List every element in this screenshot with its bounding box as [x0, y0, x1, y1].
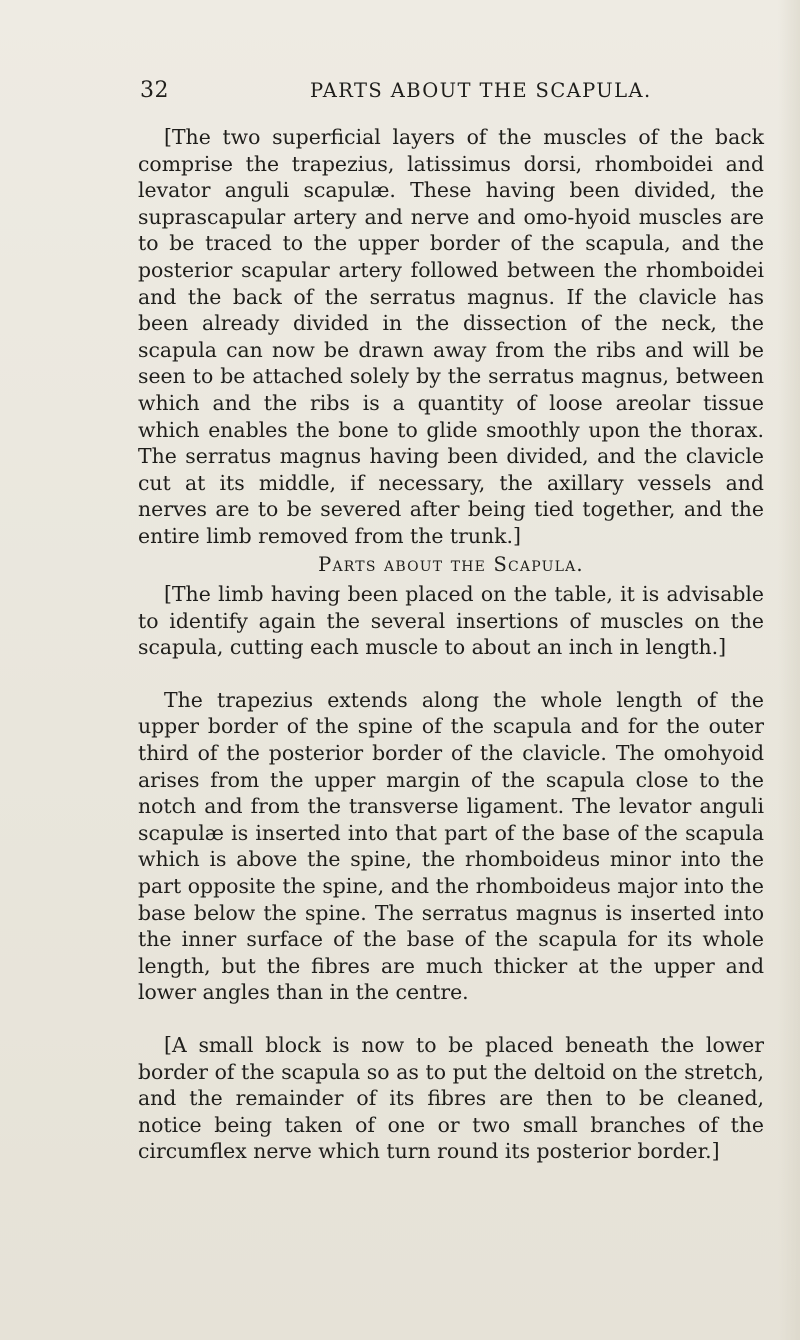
page-edge-shadow [778, 0, 800, 1340]
page-number: 32 [140, 78, 169, 103]
paragraph-muscle-insertions: The trapezius extends along the whole length of the upper border of the spine of the scapula and for the outer third of the posterior border of the clavicle. The omohyoid arises from the upper margin of the scapula close to the notch and from the transverse ligament. The levator anguli scapulæ is inserted into that part of the base of the scapula which is above the spine, the rhomboideus minor into the part opposite the spine, and the rhomboideus major into the base below the spine. The serratus magnus is inserted into the inner surface of the base of the scapula for its whole length, but the fibres are much thicker at the upper and lower angles than in the centre. [138, 687, 764, 1005]
body-text [138, 124, 764, 1165]
paragraph-deltoid-block: [A small block is now to be placed beneath the lower border of the scapula so as to put the deltoid on the stretch, and the remainder of its fibres are then to be cleaned, notice being taken of one or two small branches of the circumflex nerve which turn round its posterior border.] [138, 1033, 764, 1164]
section-heading: Parts about the Scapula. [318, 552, 584, 576]
paragraph-limb-on-table: [The limb having been placed on the table, it is advisable to identify again the several insertions of muscles on the scapula, cutting each muscle to about an inch in length.] [138, 582, 764, 660]
paragraph-dissection-instructions: [The two superficial layers of the muscles of the back comprise the trapezius, latissimus dorsi, rhomboidei and levator anguli scapulæ. These having been divided, the suprascapular artery and nerve and omo-hyoid muscles are to be traced to the upper border of the scapula, and the posterior scapular artery followed between the rhomboidei and the back of the serratus magnus. If the clavicle has been already divided in the dissection of the neck, the scapula can now be drawn away from the ribs and will be seen to be attached solely by the serratus magnus, between which and the ribs is a quantity of loose areolar tissue which enables the bone to glide smoothly upon the thorax. The serratus magnus having been divided, and the clavicle cut at its middle, if necessary, the axillary vessels and nerves are to be severed after being tied together, and the entire limb removed from the trunk.] [138, 125, 764, 548]
running-title: PARTS ABOUT THE SCAPULA. [310, 79, 652, 102]
running-head [110, 78, 730, 108]
